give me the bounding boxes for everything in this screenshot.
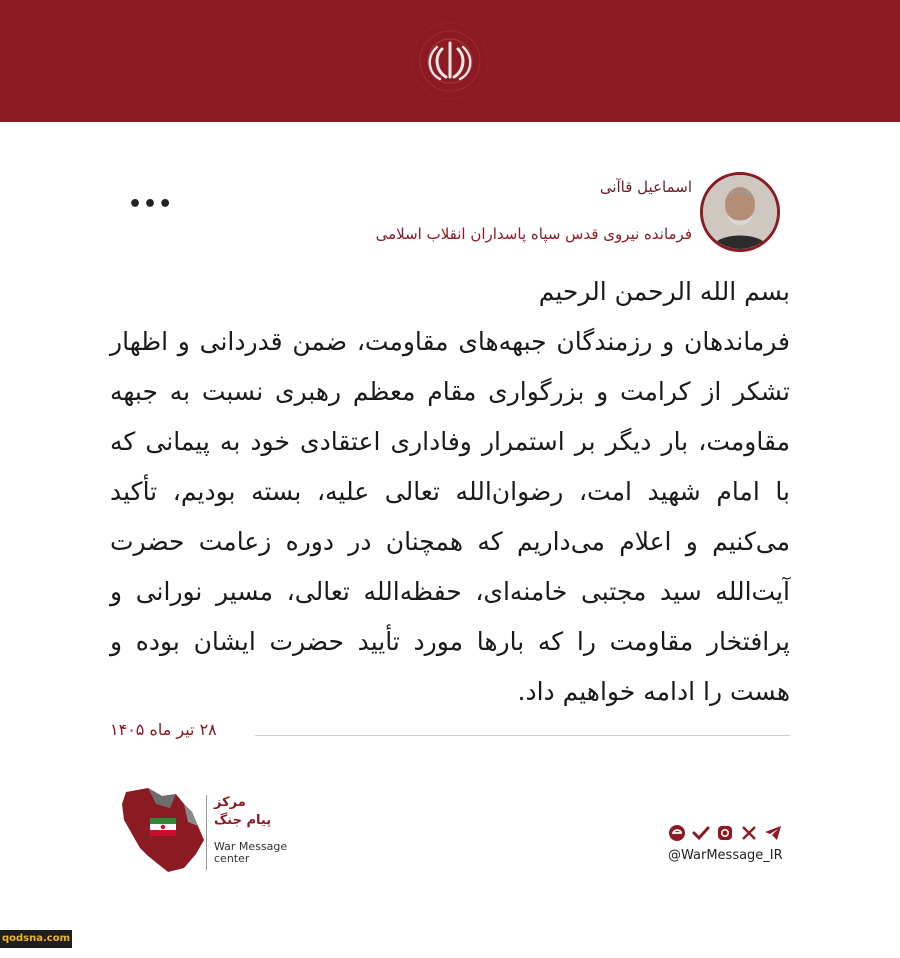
logo-title-fa: مرکز [214,795,246,810]
avatar[interactable] [700,172,780,252]
x-icon[interactable] [740,824,758,842]
post-text [110,267,790,717]
logo-subtitle-fa: پیام جنگ [214,813,272,828]
eitaa-icon[interactable] [668,824,686,842]
person-portrait-icon [703,175,777,249]
war-message-map-logo-icon [118,782,298,882]
post-basmala: بسم الله الرحمن الرحیم [538,277,790,306]
telegram-icon[interactable] [764,824,782,842]
logo-subtitle-en: center [214,852,250,865]
instagram-icon[interactable] [716,824,734,842]
logo-title-en: War Message [214,840,288,853]
author-name[interactable]: اسماعیل قاآنی [599,178,692,196]
more-dots-icon[interactable]: ••• [128,192,174,217]
date-row [110,720,790,750]
author-title: فرمانده نیروی قدس سپاه پاسداران انقلاب اسلامی [375,225,692,243]
logo-divider [206,795,207,870]
check-icon[interactable] [692,824,710,842]
header-banner [0,0,900,122]
post-paragraph: فرماندهان و رزمندگان جبهه‌های مقاومت، ضمن قدردانی و اظهار تشکر از کرامت و بزرگواری مقام معظم رهبری نسبت به جبهه مقاومت، بار دیگر بر استمرار وفاداری اعتقادی خود به پیمانی که با امام شهید امت، رضوان‌الله تعالی علیه، بسته بودیم، تأکید می‌کنیم و اعلام می‌داریم که همچنان در دوره زعامت حضرت آیت‌الله سید مجتبی خامنه‌ای، حفظه‌الله تعالی، مسیر نورانی و پرافتخار مقاومت را که بارها مورد تأیید حضرت ایشان بوده و هست را ادامه خواهیم داد. [110,327,790,706]
date-divider [255,735,790,736]
social-handle[interactable]: @WarMessage_IR [668,848,783,863]
iran-emblem-icon [400,11,500,111]
social-links [668,823,780,843]
post-date: ۲۸ تیر ماه ۱۴۰۵ [110,720,217,739]
site-watermark: qodsna.com [0,930,72,948]
